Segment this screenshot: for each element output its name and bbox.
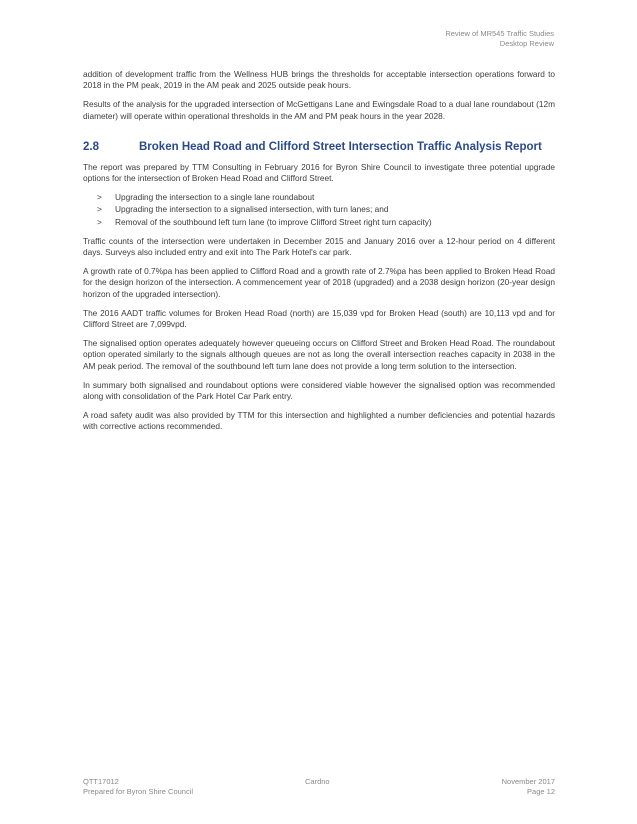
body-paragraph: The 2016 AADT traffic volumes for Broken Head Road (north) are 15,039 vpd for Broken Head (south) are 10,113 vpd and for Clifford Street are 7,099vpd.	[83, 307, 555, 330]
body-paragraph: A road safety audit was also provided by TTM for this intersection and highlighted a number deficiencies and potential hazards with corrective actions recommended.	[83, 410, 555, 432]
section-title: Broken Head Road and Clifford Street Intersection Traffic Analysis Report	[139, 140, 542, 153]
section-number: 2.8	[83, 140, 99, 153]
header-subtitle: Desktop Review	[499, 39, 554, 48]
body-paragraph: A growth rate of 0.7%pa has been applied to Clifford Road and a growth rate of 2.7%pa has been applied to Broken Head Road for the design horizon of the intersection. A commencement year of 2018 (upgraded) and a 2038 design horizon (20-year design horizon of the upgraded intersection).	[83, 266, 555, 299]
footer-company: Cardno	[305, 777, 330, 786]
lead-paragraph: The report was prepared by TTM Consulting in February 2016 for Byron Shire Council to investigate three potential upgrade options for the intersection of Broken Head Road and Clifford Street.	[83, 161, 555, 184]
footer-prepared-for: Prepared for Byron Shire Council	[83, 787, 194, 796]
bullet-item	[83, 217, 555, 228]
page-header	[445, 29, 554, 49]
bullet-list	[83, 192, 555, 228]
body-paragraph: The signalised option operates adequately however queueing occurs on Clifford Street and Broken Head Road. The roundabout option operated similarly to the signals although queues are not as long the overall intersection reaches capacity in 2038 in the AM peak period. The removal of the southbound left turn lane does not provide a long term solution to the intersection.	[83, 338, 555, 371]
section-heading	[83, 140, 555, 154]
bullet-item	[83, 192, 555, 203]
bullet-text: Upgrading the intersection to a single lane roundabout	[115, 192, 315, 203]
bullet-item	[83, 204, 555, 215]
footer-doc-id: QTT17012	[83, 777, 119, 786]
footer-right	[502, 777, 555, 797]
body-paragraph: Traffic counts of the intersection were undertaken in December 2015 and January 2016 over a 12-hour period on 4 different days. Surveys also included entry and exit into The Park Hotel's car park.	[83, 235, 555, 258]
header-report-title: Review of MR545 Traffic Studies	[445, 29, 554, 38]
footer-left	[83, 777, 193, 797]
bullet-text: Removal of the southbound left turn lane (to improve Clifford Street right turn capacity)	[115, 216, 432, 227]
page-content	[83, 69, 555, 441]
bullet-marker: >	[97, 216, 102, 227]
intro-paragraph: Results of the analysis for the upgraded intersection of McGettigans Lane and Ewingsdale Road to a dual lane roundabout (12m diameter) will operate within operational thresholds in the AM and PM peak hours in the year 2028.	[83, 99, 555, 121]
footer-page-number: Page 12	[527, 787, 555, 796]
bullet-marker: >	[97, 204, 102, 215]
bullet-marker: >	[97, 192, 102, 203]
bullet-text: Upgrading the intersection to a signalised intersection, with turn lanes; and	[115, 204, 389, 215]
intro-paragraph: addition of development traffic from the Wellness HUB brings the thresholds for acceptable intersection operations forward to 2018 in the PM peak, 2019 in the AM peak and 2025 outside peak hours.	[83, 69, 555, 91]
footer-date: November 2017	[501, 777, 555, 786]
body-paragraph: In summary both signalised and roundabout options were considered viable however the signalised option was recommended along with consolidation of the Park Hotel Car Park entry.	[83, 379, 555, 402]
